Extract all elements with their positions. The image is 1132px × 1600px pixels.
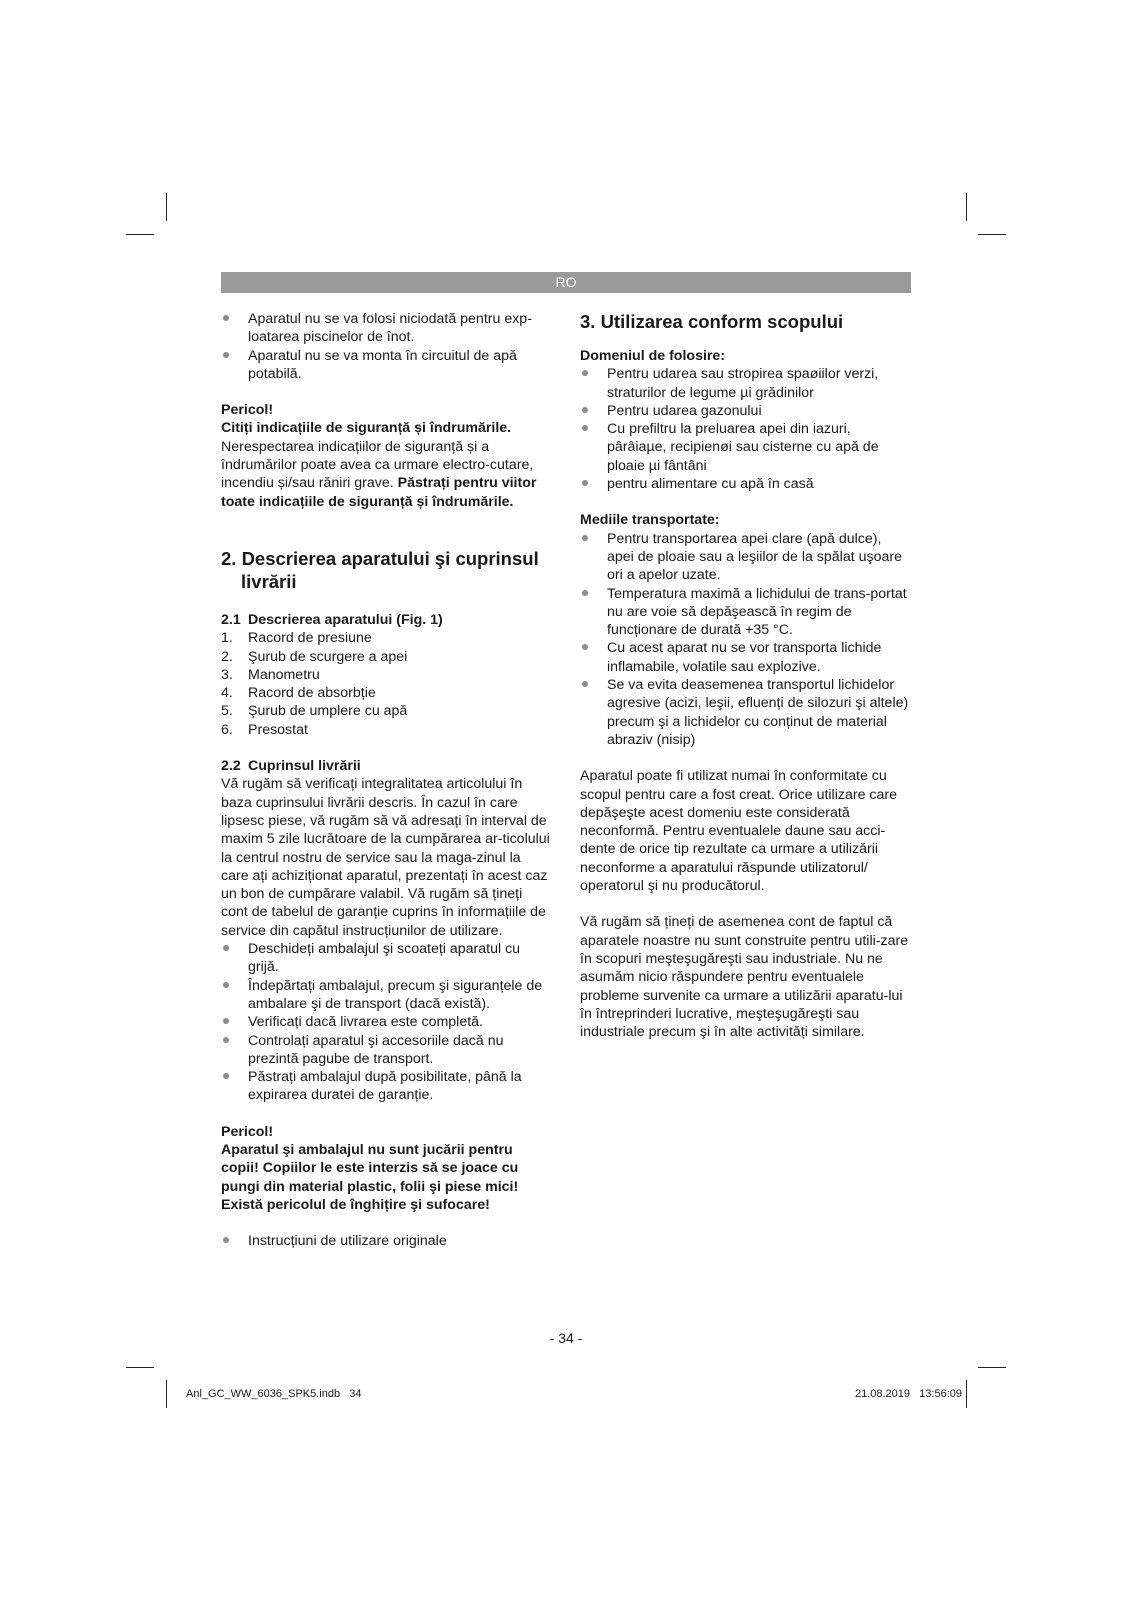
footer-timestamp: 21.08.2019 13:56:09 [854, 1388, 962, 1400]
list-item: Deschideți ambalajul şi scoateți aparatul cu grijă. [221, 940, 551, 977]
crop-mark [166, 193, 167, 221]
section-3-heading: 3. Utilizarea conform scopului [580, 311, 844, 332]
list-item: Controlați aparatul şi accesoriile dacă nu prezintă pagube de transport. [221, 1032, 551, 1069]
crop-mark [978, 234, 1006, 235]
list-item: Cu prefiltru la preluarea apei din iazuri, pârâiaµe, recipienøi sau cisterne cu apă de ploaie µi fântâni [580, 420, 910, 475]
crop-mark [966, 193, 967, 221]
list-item: Cu acest aparat nu se vor transporta lichide inflamabile, volatile sau explozive. [580, 639, 910, 676]
list-item: Instrucțiuni de utilizare originale [221, 1232, 551, 1250]
list-item: 6. Presostat [221, 721, 308, 738]
danger-children-warning: Aparatul şi ambalajul nu sunt jucării pentru copii! Copiilor le este interzis să se joace cu pungi din material plastic, folii şi piese mici! Există pericolul de înghițire şi sufocare! [221, 1141, 519, 1213]
commercial-use-paragraph: Vă rugăm să țineți de asemenea cont de faptul că aparatele noastre nu sunt construite pentru utili-zare în scopuri meşteşugăreşti sau industriale. Nu ne asumăm nicio răspundere pentru eventualele probleme survenite ca urmare a utilizării aparatu-lui în întreprinderi lucrative, meşteşugăreşti sau industriale precum şi în alte activități similare. [580, 914, 909, 1041]
crop-mark [978, 1367, 1006, 1368]
crop-mark [966, 1380, 967, 1408]
page-number: - 34 - [549, 1330, 583, 1346]
danger-bold-tail: Păstrați pentru viitor toate indicațiile de siguranță și îndrumările. [221, 475, 537, 510]
danger-body: Nerespectarea indicațiilor de siguranță și a îndrumărilor poate avea ca urmare electro-cutare, incendiu și/sau răniri grave. [221, 438, 534, 492]
usage-domain-heading: Domeniul de folosire: [580, 348, 726, 364]
delivery-scope-text: Vă rugăm să verificați integralitatea articolului în baza cuprinsului livrării descris. În cazul în care lipsesc piese, vă rugăm să vă adresați în interval de maxim 5 zile lucrătoare de la cumpărarea ar-ticolului la centrul nostru de service sau la maga-zinul la care ați achiziționat aparatul, prezentați în acest caz un bon de cumpărare valabil. Vă rugăm să țineți cont de tabelul de garanție cuprins în informațiile de service din capătul instrucțiunilor de utilizare. [221, 776, 550, 939]
usage-domain-list [580, 365, 910, 493]
list-item: pentru alimentare cu apă în casă [580, 475, 910, 493]
left-column [221, 310, 551, 1250]
danger-title: Pericol! [221, 402, 274, 419]
footer-filename: Anl_GC_WW_6036_SPK5.indb 34 [186, 1388, 362, 1400]
list-item: 2. Şurub de scurgere a apei [221, 648, 408, 665]
list-item: Aparatul nu se va folosi niciodată pentru exp-loatarea piscinelor de înot. [221, 310, 551, 347]
language-header-bar: RO [221, 272, 911, 293]
list-item: Pentru udarea gazonului [580, 402, 910, 420]
list-item: 1. Racord de presiune [221, 630, 372, 647]
danger-warning-text [221, 419, 551, 510]
list-item: 5. Şurub de umplere cu apă [221, 703, 408, 720]
list-item: Pentru transportarea apei clare (apă dulce), apei de ploaie sau a leşiilor de la spălat uşoare ori a apelor uzate. [580, 530, 910, 585]
unpacking-bullet-list [221, 940, 551, 1105]
list-item: 4. Racord de absorbție [221, 685, 376, 702]
list-item: Verificați dacă livrarea este completă. [221, 1013, 551, 1031]
transported-media-heading: Mediile transportate: [580, 512, 720, 529]
final-bullet-list [221, 1232, 551, 1250]
list-item: Îndepărtați ambalajul, precum şi siguranțele de ambalare şi de transport (dacă există). [221, 977, 551, 1014]
crop-mark [126, 1367, 154, 1368]
intro-bullet-list [221, 310, 551, 383]
right-column [580, 310, 910, 1041]
subsection-2-2-heading: 2.2 Cuprinsul livrării [221, 758, 361, 775]
list-item: 3. Manometru [221, 666, 320, 683]
subsection-2-1-heading: 2.1 Descrierea aparatului (Fig. 1) [221, 611, 443, 628]
list-item: Temperatura maximă a lichidului de trans-portat nu are voie să depăşească în regim de funcționare de durată +35 °C. [580, 585, 910, 640]
transported-media-list [580, 530, 910, 750]
list-item: Pentru udarea sau stropirea spaøiilor verzi, straturilor de legume µi grădinilor [580, 365, 910, 402]
parts-list [221, 629, 551, 739]
danger-bold-lead: Citiți indicațiile de siguranță și îndrumările. [221, 420, 512, 437]
list-item: Păstrați ambalajul după posibilitate, până la expirarea duratei de garanție. [221, 1068, 551, 1105]
list-item: Aparatul nu se va monta în circuitul de apă potabilă. [221, 347, 551, 384]
crop-mark [126, 234, 154, 235]
section-2-heading: 2. Descrierea aparatului şi cuprinsul livrării [221, 547, 539, 592]
list-item: Se va evita deasemenea transportul lichidelor agresive (acizi, leşii, efluenți de silozuri şi altele) precum şi a lichidelor cu conținut de material abraziv (nisip) [580, 676, 910, 749]
intended-use-paragraph: Aparatul poate fi utilizat numai în conformitate cu scopul pentru care a fost creat. Orice utilizare care depăşeşte acest domeniu este considerată neconformă. Pentru eventualele daune sau acci-dente de orice tip rezultate ca urmare a utilizării neconforme a aparatului răspunde utilizatorul/ operatorul şi nu producătorul. [580, 768, 897, 895]
crop-mark [166, 1380, 167, 1408]
danger-title: Pericol! [221, 1123, 274, 1140]
